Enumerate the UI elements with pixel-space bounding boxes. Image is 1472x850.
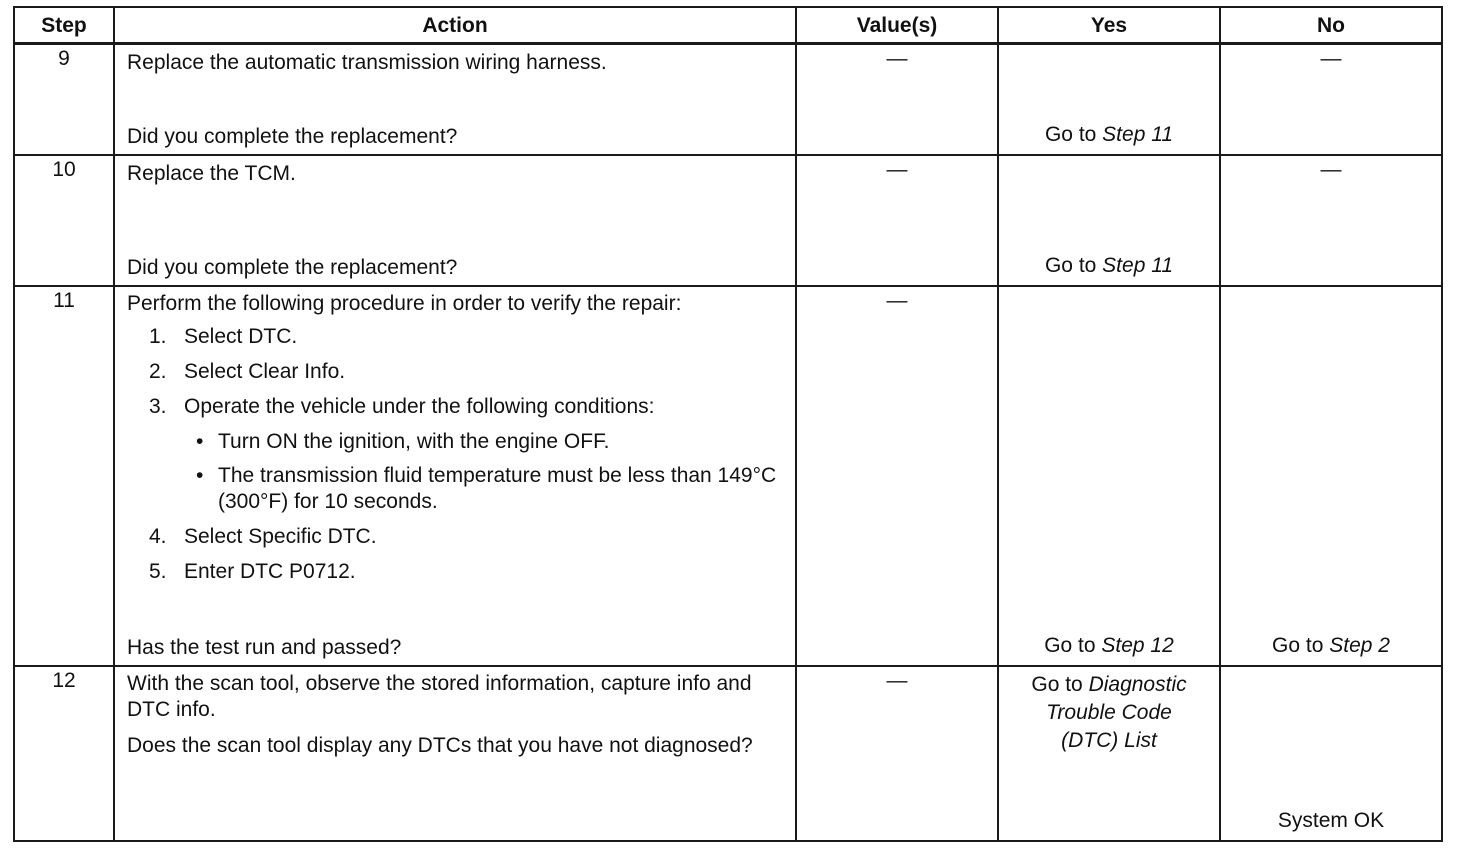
procedure-step bbox=[127, 523, 785, 550]
action-text: Replace the automatic transmission wiring harness. bbox=[127, 51, 607, 74]
goto-prefix: Go to bbox=[1044, 633, 1102, 657]
goto-prefix: Go to bbox=[1031, 672, 1089, 696]
header-action: Action bbox=[114, 7, 796, 44]
action-cell bbox=[114, 286, 796, 666]
step-text: Operate the vehicle under the following conditions: bbox=[184, 394, 655, 418]
step-num: 1. bbox=[149, 324, 167, 348]
no-goto[interactable] bbox=[1221, 632, 1441, 659]
table-row bbox=[14, 155, 1442, 286]
yes-cell bbox=[998, 666, 1220, 841]
action-cell bbox=[114, 44, 796, 155]
no-cell: — bbox=[1220, 44, 1442, 155]
step-num: 4. bbox=[149, 524, 167, 548]
yes-cell bbox=[998, 44, 1220, 155]
no-cell: — bbox=[1220, 155, 1442, 286]
step-number: 12 bbox=[14, 666, 114, 841]
action-question: Did you complete the replacement? bbox=[127, 255, 458, 279]
value-cell: — bbox=[796, 44, 998, 155]
table-row bbox=[14, 286, 1442, 666]
step-text: Enter DTC P0712. bbox=[184, 559, 356, 583]
condition-text: Turn ON the ignition, with the engine OFF. bbox=[218, 429, 610, 453]
no-cell bbox=[1220, 286, 1442, 666]
step-text: Select DTC. bbox=[184, 324, 298, 348]
conditions-list bbox=[184, 428, 785, 515]
action-cell bbox=[114, 155, 796, 286]
header-yes: Yes bbox=[998, 7, 1220, 44]
step-number: 11 bbox=[14, 286, 114, 666]
bullet-icon: • bbox=[196, 463, 204, 487]
action-intro: Perform the following procedure in order to verify the repair: bbox=[127, 291, 682, 315]
yes-goto[interactable] bbox=[999, 632, 1219, 659]
yes-goto[interactable] bbox=[999, 667, 1219, 755]
procedure-step bbox=[127, 558, 785, 585]
procedure-step bbox=[127, 393, 785, 515]
step-text: Select Specific DTC. bbox=[184, 524, 377, 548]
table-row bbox=[14, 44, 1442, 155]
dtc-list-link[interactable]: Diagnostic Trouble Code (DTC) List bbox=[1046, 672, 1187, 752]
condition-item bbox=[184, 463, 785, 515]
yes-goto[interactable] bbox=[999, 252, 1219, 279]
step-link[interactable]: Step 11 bbox=[1102, 253, 1174, 277]
yes-goto[interactable] bbox=[999, 121, 1219, 148]
bullet-icon: • bbox=[196, 429, 204, 453]
action-question: Does the scan tool display any DTCs that you have not diagnosed? bbox=[127, 733, 753, 757]
procedure-step bbox=[127, 323, 785, 350]
no-cell bbox=[1220, 666, 1442, 841]
table-row bbox=[14, 666, 1442, 841]
step-num: 5. bbox=[149, 559, 167, 583]
condition-item bbox=[184, 428, 785, 455]
action-text: With the scan tool, observe the stored information, capture info and DTC info. bbox=[127, 671, 752, 721]
diagnostic-table bbox=[13, 6, 1443, 842]
header-step: Step bbox=[14, 7, 114, 44]
header-row bbox=[14, 7, 1442, 44]
action-question: Has the test run and passed? bbox=[127, 635, 402, 659]
goto-prefix: Go to bbox=[1044, 253, 1103, 277]
header-no: No bbox=[1220, 7, 1442, 44]
step-link[interactable]: Step 2 bbox=[1329, 633, 1390, 657]
value-cell: — bbox=[796, 666, 998, 841]
goto-prefix: Go to bbox=[1044, 123, 1103, 146]
condition-text: The transmission fluid temperature must be less than 149°C (300°F) for 10 seconds. bbox=[218, 463, 777, 513]
step-link[interactable]: Step 12 bbox=[1101, 633, 1174, 657]
step-text: Select Clear Info. bbox=[184, 359, 346, 383]
procedure-step bbox=[127, 358, 785, 385]
value-cell: — bbox=[796, 155, 998, 286]
yes-cell bbox=[998, 286, 1220, 666]
step-number: 10 bbox=[14, 155, 114, 286]
system-ok-text: System OK bbox=[1277, 808, 1385, 832]
procedure-list bbox=[127, 323, 785, 585]
action-cell bbox=[114, 666, 796, 841]
step-link[interactable]: Step 11 bbox=[1102, 123, 1174, 146]
step-num: 3. bbox=[149, 394, 167, 418]
step-number: 9 bbox=[14, 44, 114, 155]
step-num: 2. bbox=[149, 359, 167, 383]
yes-cell bbox=[998, 155, 1220, 286]
action-text: Replace the TCM. bbox=[127, 161, 296, 185]
action-question: Did you complete the replacement? bbox=[127, 125, 458, 148]
header-values: Value(s) bbox=[796, 7, 998, 44]
value-cell: — bbox=[796, 286, 998, 666]
goto-prefix: Go to bbox=[1272, 633, 1330, 657]
